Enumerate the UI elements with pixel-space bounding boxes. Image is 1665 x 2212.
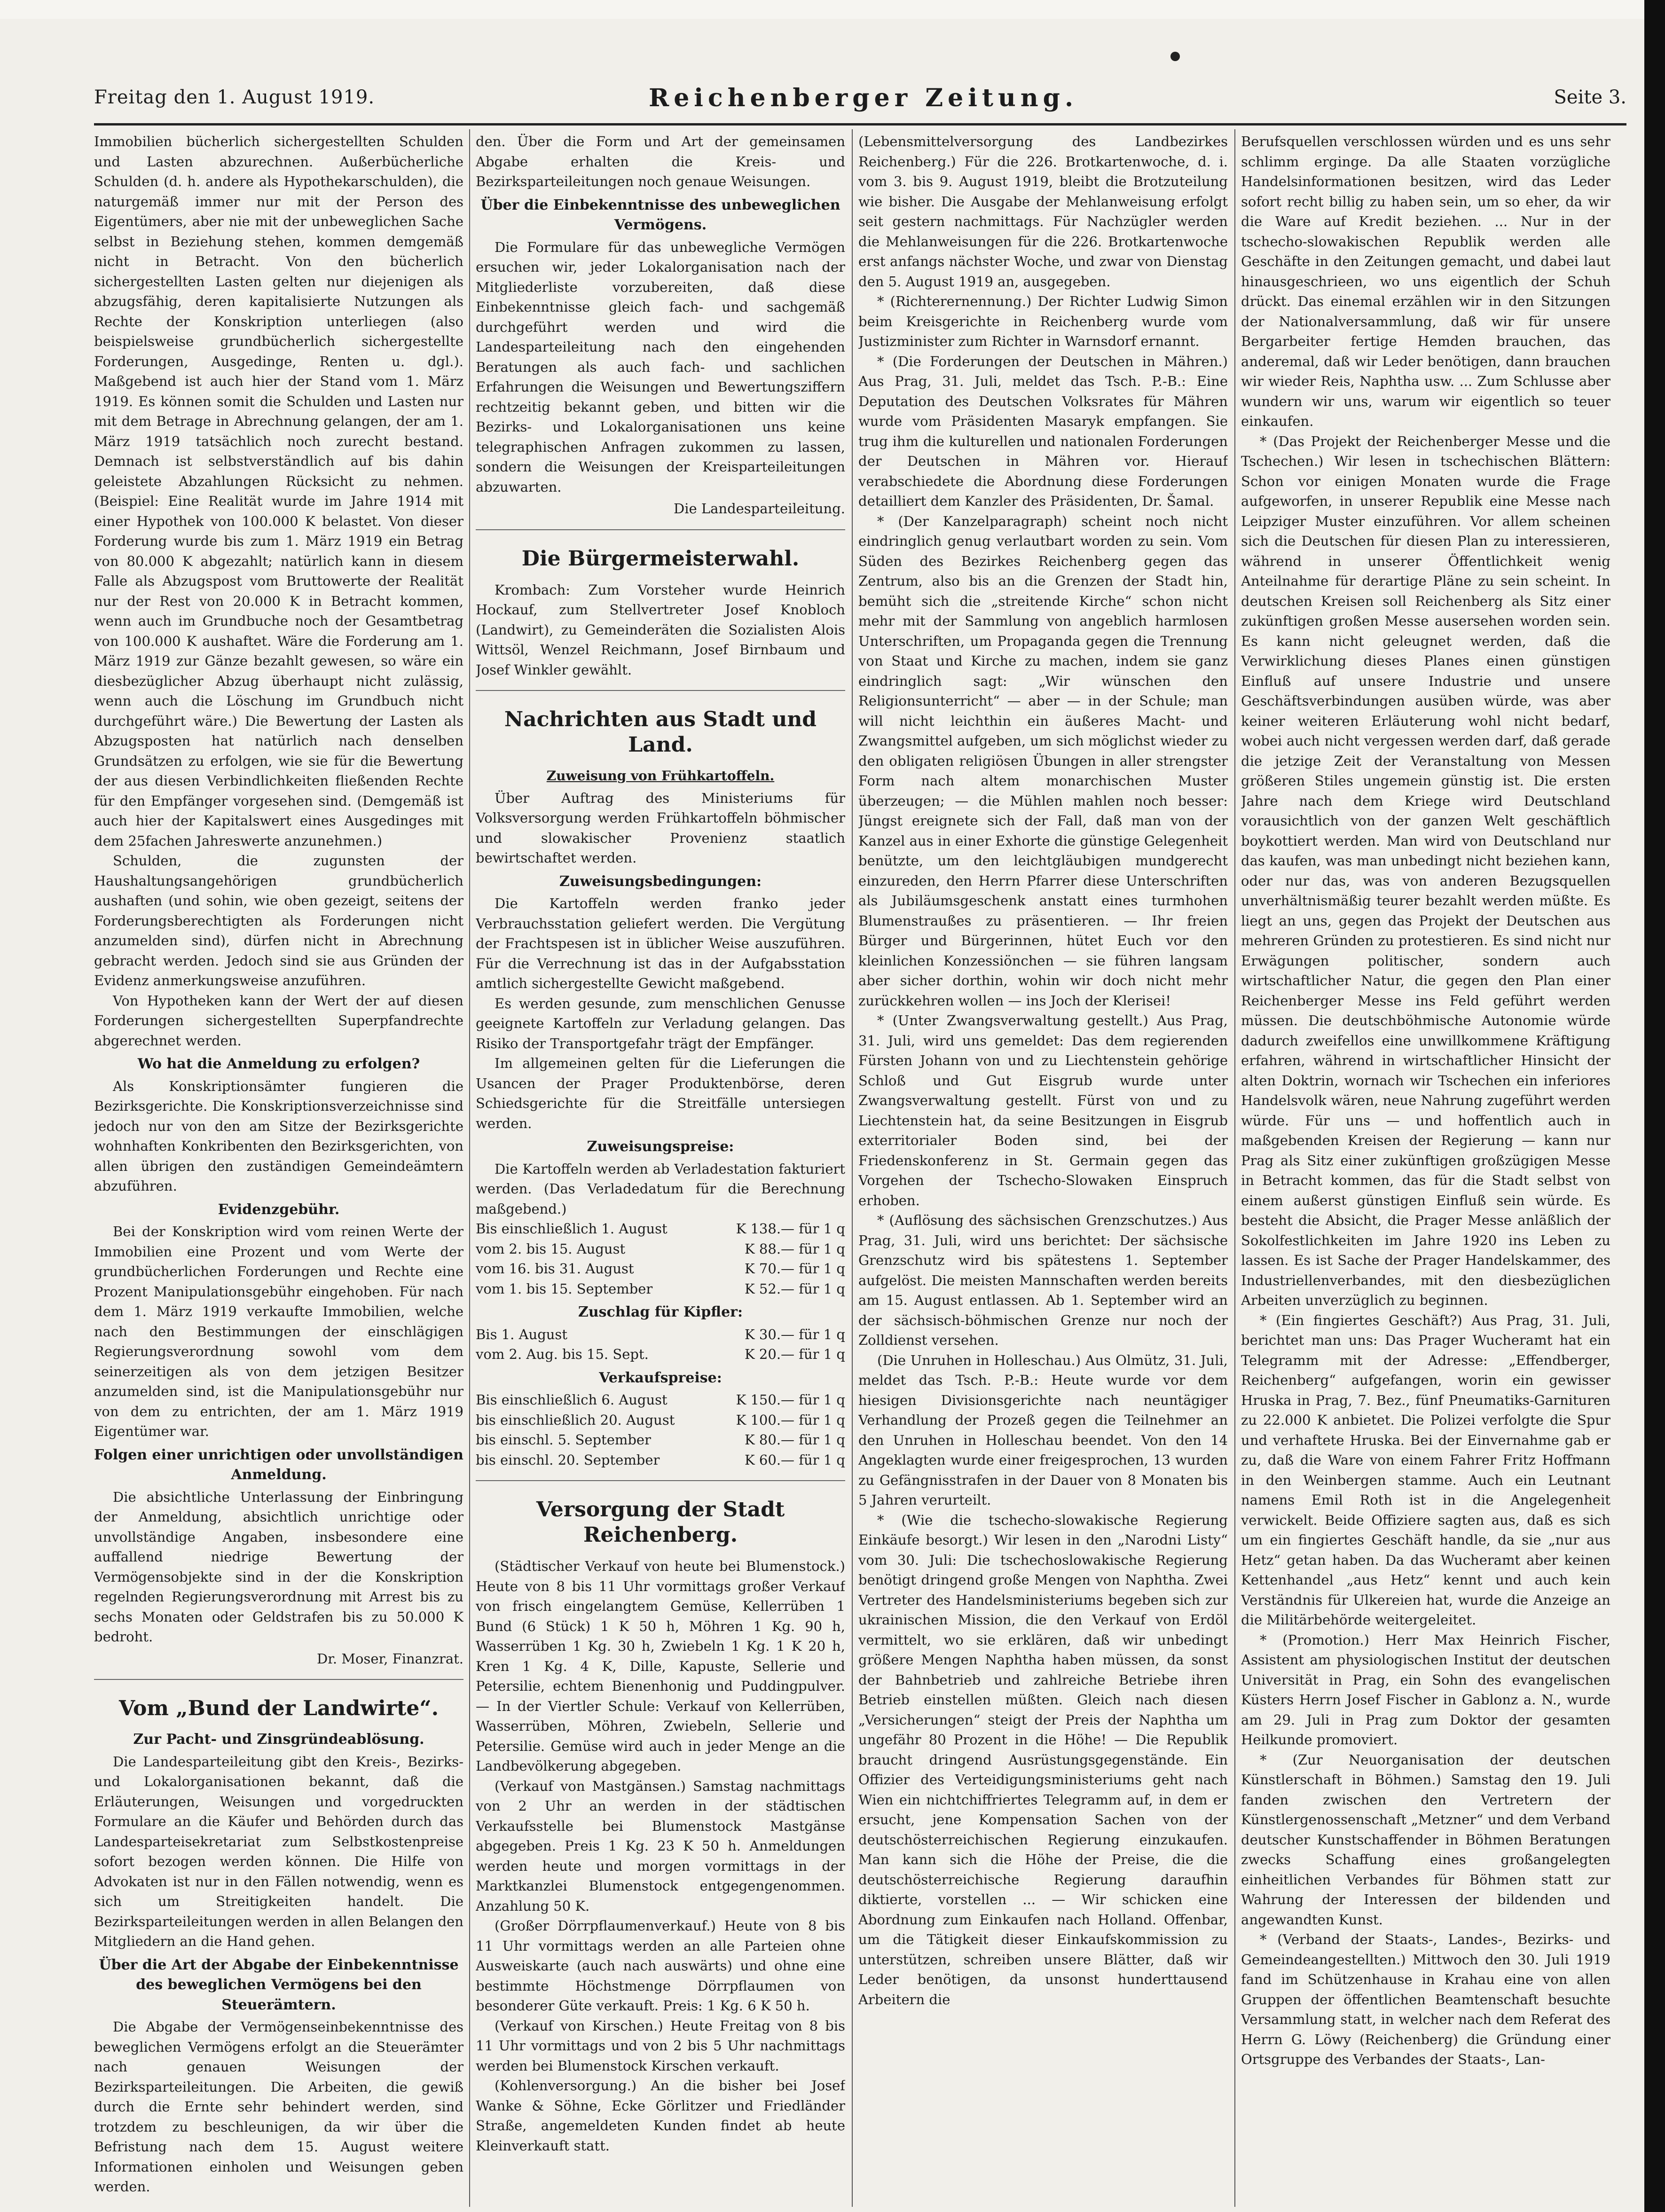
newspaper-masthead: Reichenberger Zeitung.: [649, 84, 1078, 112]
price-label: bis einschl. 5. September: [476, 1432, 651, 1448]
price-row: [476, 1410, 845, 1430]
price-label: vom 2. Aug. bis 15. Sept.: [476, 1346, 649, 1362]
price-value: K 88.— für 1 q: [745, 1240, 845, 1257]
paragraph: * (Auflösung des sächsischen Grenzschutzes.) Aus Prag, 31. Juli, wird uns berichtet: Der sächsische Grenzschutz wird bis spätestens 1. September aufgelöst. Die meisten Mannschaften werden bereits am 15. August entlassen. Ab 1. September wird an der sächsisch-böhmischen Grenze nur noch der Zolldienst versehen.: [858, 1212, 1228, 1348]
header-date: Freitag den 1. August 1919.: [94, 86, 375, 108]
price-value: K 150.— für 1 q: [736, 1392, 845, 1408]
paragraph: Die Kartoffeln werden franko jeder Verbrauchsstation geliefert werden. Die Vergütung der Frachtspesen ist in üblicher Weise auszuführen. Für die Verrechnung ist das in der Aufgabsstation amtlich sichergestellte Gewicht maßgebend.: [476, 895, 845, 991]
column-2: [476, 132, 845, 2204]
paragraph: Berufsquellen verschlossen würden und es uns sehr schlimm erginge. Da alle Staaten vorzügliche Handelsinformationen besitzen, wird das Leder sofort recht billig zu haben sein, um so eher, da wir die Ware auf Kredit beziehen. ... Nur in der tschecho-slowakischen Republik werden alle Geschäfte in den Zeitungen gemacht, und dabei laut hinausgeschrieen, wo uns eigentlich der Schuh drückt. Das einemal erzählen wir in den Sitzungen der Nationalversammlung, daß wir für unsere Bergarbeiter fertige Hemden brauchen, das anderemal, daß wir Leder benötigen, dann brauchen wir wieder Reis, Naphtha usw. ... Zum Schlusse aber wundern wir uns, warum wir eigentlich so teuer einkaufen.: [1241, 133, 1610, 429]
price-value: K 52.— für 1 q: [745, 1280, 845, 1297]
article-separator: [476, 690, 845, 691]
paragraph: * (Der Kanzelparagraph) scheint noch nicht eindringlich genug verlautbart worden zu sein. Vom Süden des Bezirkes Reichenberg gegen das Zentrum, also bis an die Grenzen der Stadt hin, bemüht sich die „streitende Kirche“ schon nicht mehr mit der Sammlung von angeblich harmlosen Unterschriften, um Propaganda gegen die Trennung von Staat und Kirche zu machen, indem sie ganz eindringlich sagt: „Wir wünschen den Religionsunterricht“ — aber — in der Schule; man will nicht leichthin ein äußeres Macht- und Zwangsmittel aufgeben, um sich möglichst wieder zu den obligaten religiösen Übungen in aller strengster Form nach altem monarchischen Muster überzeugen; — die Mühlen mahlen noch besser: Jüngst ereignete sich der Fall, daß man von der Kanzel aus in einer Exhorte die günstige Gelegenheit benützte, um den leichtgläubigen mundgerecht einzureden, den Herrn Pfarrer diese Unterschriften als Jubiläumsgeschenk anstatt eines turmhohen Blumenstraußes zu präsentieren. — Ihr freien Bürger und Bürgerinnen, hütet Euch vor den kleinlichen Konzessiönchen — sie führen langsam aber sicher dorthin, wohin wir doch nicht mehr zurückkehren wollen — ins Joch der Klerisei!: [858, 513, 1228, 1009]
column-4: [1241, 132, 1610, 2204]
price-label: Bis einschließlich 1. August: [476, 1221, 668, 1237]
price-value: K 80.— für 1 q: [745, 1432, 845, 1448]
paragraph: Schulden, die zugunsten der Haushaltungsangehörigen grundbücherlich aushaften (und sohin, wie oben gezeigt, seitens der Forderungsberechtigten als Forderungen nicht anzumelden sind), dürfen nicht in Abrechnung gebracht werden. Jedoch sind sie aus Gründen der Evidenz anmerkungsweise anzuführen.: [94, 853, 463, 988]
subheading: Zur Pacht- und Zinsgründeablösung.: [133, 1731, 424, 1748]
price-value: K 30.— für 1 q: [745, 1326, 845, 1342]
article-separator: [476, 1480, 845, 1481]
paragraph: Über Auftrag des Ministeriums für Volksversorgung werden Frühkartoffeln böhmischer und slowakischer Provenienz staatlich bewirtschaftet werden.: [476, 790, 845, 866]
page-top-margin: [0, 0, 1665, 19]
price-value: K 70.— für 1 q: [745, 1261, 845, 1277]
article-title: Die Bürgermeisterwahl.: [521, 546, 800, 571]
paragraph: * (Verband der Staats-, Landes-, Bezirks- und Gemeindeangestellten.) Mittwoch den 30. Juli 1919 fand im Schützenhause in Krahau eine von allen Gruppen der öffentlichen Beamtenschaft besuchte Versammlung statt, in welcher nach dem Referat des Herrn G. Löwy (Reichenberg) die Gründung einer Ortsgruppe des Verbandes der Staats-, Lan-: [1241, 1931, 1610, 2067]
section-title: Nachrichten aus Stadt und Land.: [504, 707, 817, 757]
header-rule: [94, 123, 1626, 126]
price-label: vom 2. bis 15. August: [476, 1240, 626, 1257]
price-row: [476, 1259, 845, 1279]
price-row: [476, 1239, 845, 1259]
paragraph: Als Konskriptionsämter fungieren die Bezirksgerichte. Die Konskriptionsverzeichnisse sind jedoch nur von den am Sitze der Bezirksgerichte wohnhaften Konkribenten den Bezirksgerichten, von allen übrigen den zuständigen Gemeindeämtern abzuführen.: [94, 1078, 463, 1194]
paragraph: * (Wie die tschecho-slowakische Regierung Einkäufe besorgt.) Wir lesen in den „Narodni Listy“ vom 30. Juli: Die tschechoslowakische Regierung benötigt dringend große Mengen von Naphtha. Zwei Vertreter des Handelsministeriums begeben sich zur ukrainischen Mission, die den Verkauf von Erdöl vermittelt, wo sie erklären, daß wir unbedingt größere Mengen Naphtha haben müssen, da sonst der Bahnbetrieb und zahlreiche Betriebe ihren Betrieb einstellen müßten. Gleich nach diesen „Versicherungen“ steigt der Preis der Naphtha um ungefähr 80 Prozent in die Höhe! — Die Republik braucht dringend Ausrüstungsgegenstände. Ein Offizier des Verteidigungsministeriums geht nach Wien ein nichtchiffriertes Telegramm auf, in dem er ersucht, jene Kompensation Sachen von der deutschösterreichischen Regierung einzukaufen. Man kann sich die Höhe der Preise, die die deutschösterreichische Regierung daraufhin diktierte, vorstellen ... — Wir schicken eine Abordnung zum Einkaufen nach Holland. Offenbar, um die Tätigkeit dieser Einkaufskommission zu unterstützen, schreiben unsere Blätter, daß wir Leder benötigen, da unsonst hunderttausend Arbeitern die: [858, 1512, 1228, 2008]
price-value: K 138.— für 1 q: [736, 1221, 845, 1237]
paragraph: Die Kartoffeln werden ab Verladestation fakturiert werden. (Das Verladedatum für die Berechnung maßgebend.): [476, 1161, 845, 1217]
subheading: Zuweisung von Frühkartoffeln.: [546, 768, 775, 784]
paragraph: * (Unter Zwangsverwaltung gestellt.) Aus Prag, 31. Juli, wird uns gemeldet: Das dem regierenden Fürsten Johann von und zu Liechtenstein gehörige Schloß und Gut Eisgrub wurde unter Zwangsverwaltung gestellt. Fürst von und zu Liechtenstein hat, da seine Besitzungen in Eisgrub exterritorialer Boden sind, bei der Friedenskonferenz in St. Germain gegen das Vorgehen der Tschecho-Slowaken Einspruch erhoben.: [858, 1012, 1228, 1208]
subheading: Zuschlag für Kipfler:: [578, 1304, 743, 1320]
article-separator: [476, 529, 845, 530]
ink-spot: [1170, 52, 1180, 61]
author-signature: Dr. Moser, Finanzrat.: [316, 1650, 463, 1667]
price-row: [476, 1450, 845, 1470]
paragraph: Die Landesparteileitung gibt den Kreis-, Bezirks- und Lokalorganisationen bekannt, daß die Erläuterungen, Weisungen und vorgedruckten Formulare an die Käufer und Behörden durch das Landesparteisekretariat zum Selbstkostenpreise sofort bezogen werden können. Die Hilfe von Advokaten ist nur in den Fällen notwendig, wenn es sich um Streitigkeiten handelt. Die Bezirksparteileitungen werden in allen Belangen den Mitgliedern an die Hand gehen.: [94, 1753, 463, 1949]
subheading: Zuweisungsbedingungen:: [559, 873, 762, 890]
price-label: Bis 1. August: [476, 1326, 567, 1342]
column-3: [858, 132, 1228, 2204]
column-divider: [852, 129, 853, 2207]
paragraph: * (Die Forderungen der Deutschen in Mähren.) Aus Prag, 31. Juli, meldet das Tsch. P.-B.: Eine Deputation des Deutschen Volksrates für Mähren wurde vom Präsidenten Masaryk empfangen. Sie trug ihm die kulturellen und nationalen Forderungen der Deutschen in Mähren vor. Hierauf verabschiedete die Abordnung diese Forderungen detailliert dem Kanzler des Präsidenten, Dr. Šamal.: [858, 353, 1228, 509]
article-separator: [94, 1679, 463, 1680]
price-value: K 60.— für 1 q: [745, 1451, 845, 1468]
price-table: [476, 1325, 845, 1365]
price-row: [476, 1430, 845, 1450]
paragraph: * (Promotion.) Herr Max Heinrich Fischer, Assistent am physiologischen Institut der deutschen Universität in Prag, ein Sohn des evangelischen Küsters Herrn Josef Fischer in Gablonz a. N., wurde am 29. Juli in Prag zum Doktor der gesamten Heilkunde promoviert.: [1241, 1632, 1610, 1748]
paragraph: (Verkauf von Mastgänsen.) Samstag nachmittags von 2 Uhr an werden in der städtischen Verkaufsstelle bei Blumenstock Mastgänse abgegeben. Preis 1 Kg. 23 K 50 h. Anmeldungen werden heute und morgen vormittags in der Marktkanzlei Blumenstock entgegengenommen. Anzahlung 50 K.: [476, 1778, 845, 1914]
paragraph: (Verkauf von Kirschen.) Heute Freitag von 8 bis 11 Uhr vormittags und von 2 bis 5 Uhr nachmittags werden bei Blumenstock Kirschen verkauft.: [476, 2017, 845, 2074]
author-signature: Die Landesparteileitung.: [673, 501, 845, 517]
price-label: Bis einschließlich 6. August: [476, 1392, 668, 1408]
subheading: Über die Einbekenntnisse des unbeweglichen Vermögens.: [480, 196, 840, 233]
price-table: [476, 1390, 845, 1470]
paragraph: (Großer Dörrpflaumenverkauf.) Heute von 8 bis 11 Uhr vormittags werden an alle Parteien ohne Ausweiskarte (auch nach auswärts) und ohne eine bestimmte Höchstmenge Dörrpflaumen von besonderer Güte verkauft. Preis: 1 Kg. 6 K 50 h.: [476, 1918, 845, 2014]
article-title: Vom „Bund der Landwirte“.: [118, 1696, 439, 1720]
paragraph: Im allgemeinen gelten für die Lieferungen die Usancen der Prager Produktenbörse, deren Schiedsgerichte für die Streitfälle untersiegen werden.: [476, 1055, 845, 1131]
page-number: Seite 3.: [1554, 86, 1626, 108]
paragraph: (Lebensmittelversorgung des Landbezirkes Reichenberg.) Für die 226. Brotkartenwoche, d. i. vom 3. bis 9. August 1919, bleibt die Brotzuteilung wie bisher. Die Ausgabe der Mehlanweisung erfolgt seit gestern nachmittags. Für Nachzügler werden die Mehlanweisungen für die 226. Brotkartenwoche erst anfangs nächster Woche, und zwar von Dienstag den 5. August 1919 an, ausgegeben.: [858, 133, 1228, 290]
subheading: Verkaufspreise:: [599, 1369, 722, 1386]
price-row: [476, 1344, 845, 1365]
price-label: vom 16. bis 31. August: [476, 1261, 634, 1277]
subheading: Über die Art der Abgabe der Einbekenntnisse des beweglichen Vermögens bei den Steuerämtern.: [99, 1956, 459, 2013]
paragraph: (Kohlenversorgung.) An die bisher bei Josef Wanke & Söhne, Ecke Görlitzer und Friedländer Straße, angemeldeten Kunden findet ab heute Kleinverkauft statt.: [476, 2078, 845, 2154]
subheading: Zuweisungspreise:: [587, 1138, 734, 1155]
paragraph: * (Richterernennung.) Der Richter Ludwig Simon beim Kreisgerichte in Reichenberg wurde vom Justizminister zum Richter in Warnsdorf ernannt.: [858, 293, 1228, 349]
paragraph: Von Hypotheken kann der Wert der auf diesen Forderungen sichergestellten Superpfandrechte abgerechnet werden.: [94, 992, 463, 1049]
price-label: bis einschl. 20. September: [476, 1451, 660, 1468]
column-1: [94, 132, 463, 2204]
paragraph: Die absichtliche Unterlassung der Einbringung der Anmeldung, absichtlich unrichtige oder unvollständige Angaben, insbesondere eine auffallend niedrige Bewertung der Vermögensobjekte sind in der die Konskription regelnden Regierungsverordnung mit Arrest bis zu sechs Monaten oder Geldstrafen bis zu 50.000 K bedroht.: [94, 1489, 463, 1645]
subheading: Folgen einer unrichtigen oder unvollständigen Anmeldung.: [94, 1446, 463, 1483]
paragraph: Bei der Konskription wird vom reinen Werte der Immobilien eine Prozent und vom Werte der grundbücherlichen Forderungen und Rechte eine Prozent Manipulationsgebühr eingehoben. Für nach dem 1. März 1919 verkaufte Immobilien, welche nach den Bestimmungen der einschlägigen Regierungsverordnung sowohl vom dem seinerzeitigen als von dem jetzigen Besitzer anzumelden sind, ist die Manipulationsgebühr nur von dem zu entrichten, der am 1. März 1919 Eigentümer war.: [94, 1224, 463, 1439]
price-table: [476, 1219, 845, 1299]
price-value: K 100.— für 1 q: [736, 1412, 845, 1428]
paragraph: Die Formulare für das unbewegliche Vermögen ersuchen wir, jeder Lokalorganisation nach der Mitgliederliste vorzubereiten, daß diese Einbekenntnisse gleich fach- und sachgemäß durchgeführt werden und wird die Landesparteileitung nach den eingehenden Beratungen als auch fach- und sachlichen Erfahrungen die Weisungen und Bewertungsziffern rechtzeitig bekannt geben, und bitten wir die Bezirks- und Lokalorganisationen uns keine telegraphischen Anfragen zukommen zu lassen, sondern die Weisungen der Kreisparteileitungen abzuwarten.: [476, 239, 845, 495]
price-row: [476, 1219, 845, 1239]
paragraph: * (Ein fingiertes Geschäft?) Aus Prag, 31. Juli, berichtet man uns: Das Prager Wucheramt hat ein Telegramm mit der Adresse: „Effendberger, Reichenberg“ aufgefangen, worin ein gewisser Hruska in Prag, 7. Bez., fünf Pneumatiks-Garnituren zu 22.000 K anbietet. Die Polizei verfolgte die Spur und verhaftete Hruska. Bei der Einvernahme gab er zu, daß die Ware von einem Fahrer Fritz Hoffmann in den Weinbergen stamme. Auch ein Leutnant namens Emil Roth ist in die Angelegenheit verwickelt. Beide Offiziere sagten aus, daß es sich um ein fingiertes Geschäft handle, da sie „nur aus Hetz“ getan haben. Da das Wucheramt aber keinen Kettenhandel „aus Hetz“ kennt und auch kein Verständnis für Ulkereien hat, wurde die Anzeige an die Militärbehörde weitergeleitet.: [1241, 1312, 1610, 1628]
paragraph: Krombach: Zum Vorsteher wurde Heinrich Hockauf, zum Stellvertreter Josef Knobloch (Landwirt), zu Gemeinderäten die Sozialisten Alois Wittsöl, Wenzel Reichmann, Josef Birnbaum und Josef Winkler gewählt.: [476, 581, 845, 678]
paragraph: (Städtischer Verkauf von heute bei Blumenstock.) Heute von 8 bis 11 Uhr vormittags großer Verkauf von frisch eingelangtem Gemüse, Kellerrüben 1 Bund (6 Stück) 1 K 50 h, Möhren 1 Kg. 90 h, Wasserrüben 1 Kg. 30 h, Zwiebeln 1 Kg. 1 K 20 h, Kren 1 Kg. 4 K, Dille, Kapuste, Sellerie und Petersilie, echtem Bienenhonig und Puddingpulver. — In der Viertler Schule: Verkauf von Kellerrüben, Wasserrüben, Möhren, Zwiebeln, Sellerie und Petersilie. Gemüse wird auch in jeder Menge an die Landbevölkerung abgegeben.: [476, 1558, 845, 1774]
price-label: vom 1. bis 15. September: [476, 1280, 653, 1297]
paragraph: den. Über die Form und Art der gemeinsamen Abgabe erhalten die Kreis- und Bezirksparteileitungen noch genaue Weisungen.: [476, 133, 845, 189]
paragraph: * (Zur Neuorganisation der deutschen Künstlerschaft in Böhmen.) Samstag den 19. Juli fanden zwischen den Vertretern der Künstlergenossenschaft „Metzner“ und dem Verband deutscher Kunstschaffender in Böhmen Beratungen zwecks Schaffung eines großangelegten einheitlichen Verbandes für Böhmen statt zur Wahrung der Interessen der bildenden und angewandten Kunst.: [1241, 1751, 1610, 1928]
paragraph: Es werden gesunde, zum menschlichen Genusse geeignete Kartoffeln zur Verladung gelangen. Das Risiko der Transportgefahr trägt der Empfänger.: [476, 995, 845, 1051]
subheading: Evidenzgebühr.: [218, 1201, 340, 1218]
price-value: K 20.— für 1 q: [745, 1346, 845, 1362]
subheading: Wo hat die Anmeldung zu erfolgen?: [137, 1056, 420, 1072]
paragraph: Die Abgabe der Vermögenseinbekenntnisse des beweglichen Vermögens erfolgt an die Steuerämter nach genauen Weisungen der Bezirksparteileitungen. Die Arbeiten, die gewiß durch die Ernte sehr behindert werden, sind trotzdem zu beschleunigen, da wir über die Befristung nach dem 15. August weitere Informationen einholen und Weisungen geben werden.: [94, 2019, 463, 2195]
paragraph: Immobilien bücherlich sichergestellten Schulden und Lasten abzurechnen. Außerbücherliche Schulden (d. h. andere als Hypothekarschulden), die naturgemäß immer nur mit der Person des Eigentümers, aber nie mit der unbeweglichen Sache selbst in Beziehung stehen, kommen demgemäß nicht in Betracht. Von den bücherlich sichergestellten Lasten gelten nur diejenigen als abzugsfähig, deren kapitalisierte Nutzungen als Rechte der Konskription unterliegen (also beispielsweise grundbücherlich sichergestellte Forderungen, Ausgedinge, Renten u. dgl.). Maßgebend ist auch hier der Stand vom 1. März 1919. Es können somit die Schulden und Lasten nur mit dem Betrage in Abrechnung gelangen, der am 1. März 1919 tatsächlich noch zurecht bestand. Demnach ist selbstverständlich auf bis dahin geleistete Abzahlungen Rücksicht zu nehmen. (Beispiel: Eine Realität wurde im Jahre 1914 mit einer Hypothek von 100.000 K belastet. Von dieser Forderung wurde bis zum 1. März 1919 ein Betrag von 80.000 K abgezahlt; natürlich kann in diesem Falle als Abzugspost vom Bruttowerte der Realität nur der Rest von 20.000 K in Betracht kommen, wenn auch im Grundbuche noch der Gesamtbetrag von 100.000 K aushaftet. Wäre die Forderung am 1. März 1919 zur Gänze bezahlt gewesen, so wäre ein diesbezüglicher Abzug überhaupt nicht zulässig, wenn auch die Löschung im Grundbuch nicht durchgeführt wäre.) Die Bewertung der Lasten als Abzugsposten hat natürlich nach denselben Grundsätzen zu erfolgen, wie sie für die Bewertung der aus diesen Verbindlichkeiten fließenden Rechte für den Empfänger vorgesehen sind. (Demgemäß ist auch hier der Kapitalswert eines Ausgedinges mit dem 25fachen Jahreswerte anzunehmen.): [94, 133, 463, 849]
column-divider: [469, 129, 470, 2207]
section-title: Versorgung der Stadt Reichenberg.: [536, 1498, 785, 1547]
paragraph: * (Das Projekt der Reichenberger Messe und die Tschechen.) Wir lesen in tschechischen Blättern: Schon vor einigen Monaten wurde die Frage aufgeworfen, in unserer Republik eine Messe nach Leipziger Muster einzuführen. Vor allem scheinen sich die Deutschen für diesen Plan zu interessieren, während in unserer Öffentlichkeit wenig Anteilnahme für derartige Pläne zu sein scheint. In deutschen Kreisen soll Reichenberg als Sitz einer zukünftigen großen Messe ausersehen worden sein. Es kann nicht geleugnet werden, daß die Verwirklichung dieses Planes einen günstigen Einfluß auf unsere Industrie und unsere Geschäftsverbindungen ausüben würde, was aber keiner weiteren Erläuterung wohl nicht bedarf, wobei auch nicht vergessen werden darf, daß gerade die jetzige Zeit der Veranstaltung von Messen größeren Stiles ungemein günstig ist. Die ersten Jahre nach dem Kriege wird Deutschland vorausichtlich von der ganzen Welt geschäftlich boykottiert werden. Man wird von Deutschland nur das kaufen, was man unbedingt nicht beziehen kann, oder nur das, was von anderen Bezugsquellen unverhältnismäßig teurer bezahlt werden müßte. Es liegt an uns, gegen das Projekt der Deutschen aus mehreren Gründen zu protestieren. Es sind nicht nur Erwägungen politischer, sondern auch wirtschaftlicher Natur, die gegen den Plan einer Reichenberger Messe ins Feld geführt werden müssen. Die deutschböhmische Autonomie würde dadurch zweifellos eine unwillkommene Kräftigung erfahren, während in wirtschaftlicher Hinsicht der alten Doktrin, wornach wir Tschechen ein inferiores Handelsvolk wären, neue Nahrung zugeführt werden würde. Für uns — und hoffentlich auch in maßgebenden Kreisen der Regierung — kann nur Prag als Sitz einer zukünftigen großzügigen Messe in Betracht kommen, das für die Stadt selbst von einem außerst günstigen Einfluß sein würde. Es besteht die Absicht, die Prager Messe anläßlich der Sokolfestlichkeiten im Jahre 1920 ins Leben zu lassen. Es ist Sache der Prager Handelskammer, des Industriellenverbandes, mit den diesbezüglichen Arbeiten unverzüglich zu beginnen.: [1241, 433, 1610, 1308]
paragraph: (Die Unruhen in Holleschau.) Aus Olmütz, 31. Juli, meldet das Tsch. P.-B.: Heute wurde vor dem hiesigen Divisionsgerichte nach neuntägiger Verhandlung der Prozeß gegen die Teilnehmer an den Unruhen in Holleschau beendet. Von den 14 Angeklagten wurde einer freigesprochen, 13 wurden zu Gefängnisstrafen in der Dauer von 8 Monaten bis 5 Jahren verurteilt.: [858, 1352, 1228, 1508]
price-row: [476, 1279, 845, 1299]
price-row: [476, 1390, 845, 1410]
scan-dark-edge: [1644, 0, 1665, 2212]
price-row: [476, 1325, 845, 1345]
page-header: [94, 84, 1626, 121]
column-divider: [1234, 129, 1235, 2207]
price-label: bis einschließlich 20. August: [476, 1412, 675, 1428]
